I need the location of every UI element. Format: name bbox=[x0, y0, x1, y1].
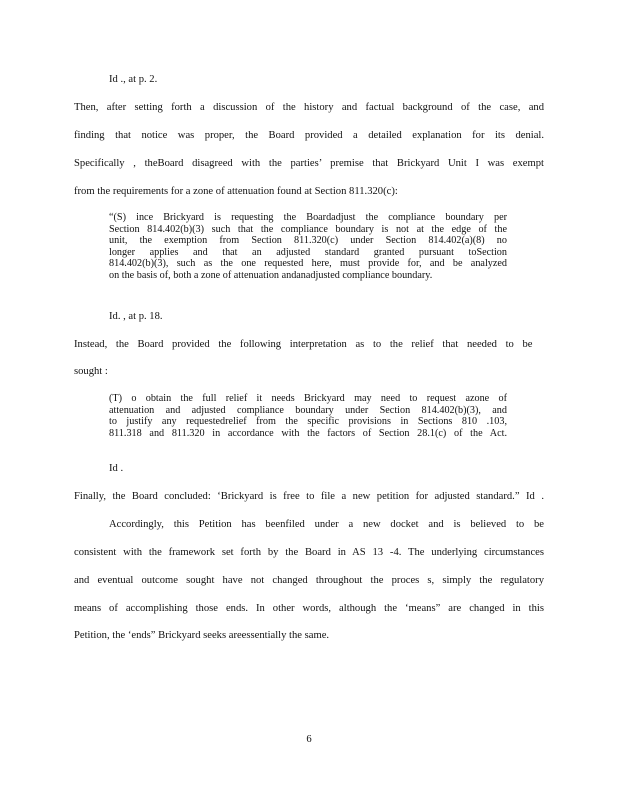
block-quote-2-line: to justify any requestedrelief from the specific provisions in Sections 810 .103, bbox=[109, 416, 507, 428]
paragraph-2-line-2: sought : bbox=[74, 366, 108, 377]
block-quote-2-line: attenuation and adjusted compliance boundary under Section 814.402(b)(3), and bbox=[109, 404, 507, 416]
block-quote-1-line: Section 814.402(b)(3) such that the compliance boundary is not at the edge of the bbox=[109, 223, 507, 235]
block-quote-2-line: (T) o obtain the full relief it needs Brickyard may need to request azone of bbox=[109, 393, 507, 404]
paragraph-4-line-1: Accordingly, this Petition has beenfiled under a new docket and is believed to be bbox=[109, 519, 544, 530]
citation-id: Id . bbox=[109, 463, 124, 474]
block-quote-2 bbox=[109, 393, 507, 439]
block-quote-1-line: longer applies and that an adjusted standard granted pursuant toSection bbox=[109, 246, 507, 258]
page-number: 6 bbox=[306, 734, 312, 745]
paragraph-2-line-1: Instead, the Board provided the following interpretation as to the relief that needed to be bbox=[74, 339, 533, 350]
paragraph-1-line-4: from the requirements for a zone of attenuation found at Section 811.320(c): bbox=[74, 186, 398, 197]
paragraph-3: Finally, the Board concluded: ‘Brickyard is free to file a new petition for adjusted standard.” Id . bbox=[74, 491, 544, 502]
paragraph-1-line-3: Specifically , theBoard disagreed with the parties’ premise that Brickyard Unit I was exempt bbox=[74, 158, 544, 169]
paragraph-1-line-2: finding that notice was proper, the Board provided a detailed explanation for its denial. bbox=[74, 130, 544, 141]
paragraph-1-line-1: Then, after setting forth a discussion of the history and factual background of the case, and bbox=[74, 102, 544, 113]
block-quote-2-line: 811.318 and 811.320 in accordance with the factors of Section 28.1(c) of the Act. bbox=[109, 427, 507, 439]
citation-id-p2: Id ., at p. 2. bbox=[109, 74, 158, 85]
paragraph-4-line-4: means of accomplishing those ends. In other words, although the ‘means” are changed in this bbox=[74, 603, 544, 614]
paragraph-4-line-3: and eventual outcome sought have not changed throughout the proces s, simply the regulatory bbox=[74, 575, 544, 586]
citation-id-p18: Id. , at p. 18. bbox=[109, 311, 163, 322]
paragraph-4-line-5: Petition, the ‘ends” Brickyard seeks areessentially the same. bbox=[74, 630, 330, 641]
paragraph-4-line-2: consistent with the framework set forth by the Board in AS 13 -4. The underlying circumstances bbox=[74, 547, 544, 558]
block-quote-1-line: unit, the exemption from Section 811.320(c) under Section 814.402(a)(8) no bbox=[109, 235, 507, 247]
block-quote-1-line: 814.402(b)(3), such as the one requested here, must provide for, and be analyzed bbox=[109, 258, 507, 270]
block-quote-1 bbox=[109, 212, 507, 282]
block-quote-1-line: “(S) ince Brickyard is requesting the Boardadjust the compliance boundary per bbox=[109, 212, 507, 223]
block-quote-1-line: on the basis of, both a zone of attenuation andanadjusted compliance boundary. bbox=[109, 269, 433, 281]
